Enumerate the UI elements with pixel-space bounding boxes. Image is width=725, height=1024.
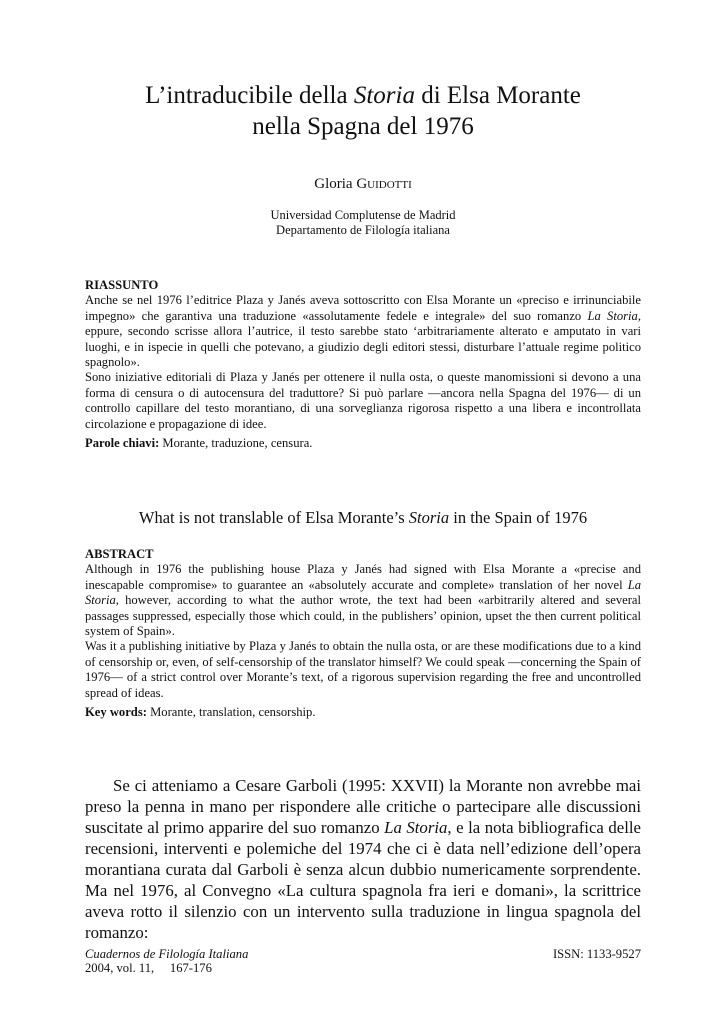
abstract-keywords: Key words: Morante, translation, censorship. <box>85 705 316 720</box>
riassunto-paragraph-2: Sono iniziative editoriali di Plaza y Janés per ottenere il nulla osta, o queste manomissioni si devono a una forma di censura o di autocensura del traduttore? Si può parlare —ancora nella Spagna del 1976— di un controllo capillare del testo morantiano, di una sorveglianza rigorosa rispetto a una libera e incontrollata circolazione e propagazione di idee. <box>85 370 641 431</box>
english-title: What is not translable of Elsa Morante’s Storia in the Spain of 1976 <box>138 508 588 527</box>
abstract-heading: ABSTRACT <box>85 547 154 561</box>
title-line-2: nella Spagna del 1976 <box>252 113 474 140</box>
affiliation: Universidad Complutense de Madrid Departamento de Filología italiana <box>270 208 456 237</box>
riassunto-keywords: Parole chiavi: Morante, traduzione, censura. <box>85 436 313 451</box>
riassunto-paragraph-1: Anche se nel 1976 l’editrice Plaza y Janés aveva sottoscritto con Elsa Morante un «preciso e irrinunciabile impegno» che garantiva una traduzione «assolutamente fedele e integrale» del suo romanzo La Storia, eppure, secondo scrisse allora l’autrice, il testo sarebbe stato ‘arbitrariamente alterato e amputato in vari luoghi, e in ispecie in quelli che potevano, a giudizio degli editori stessi, disturbare l’attuale regime politico spagnolo». <box>85 293 641 370</box>
title-italic: Storia <box>353 82 415 109</box>
journal-volume: 2004, vol. 11, 167-176 <box>85 961 212 975</box>
footer-journal-info <box>85 947 248 975</box>
body-text <box>85 775 641 943</box>
title-line-1: L’intraducibile della Storia di Elsa Morante <box>145 82 581 109</box>
abstract-section <box>85 547 641 720</box>
paper-title <box>85 80 641 142</box>
footer-issn: ISSN: 1133-9527 <box>552 947 641 961</box>
riassunto-heading: RIASSUNTO <box>85 278 159 292</box>
riassunto-section <box>85 278 641 451</box>
author-surname: Guidotti <box>356 176 412 192</box>
abstract-paragraph-1: Although in 1976 the publishing house Plaza y Janés had signed with Elsa Morante a «precise and inescapable compromise» to guarantee an «absolutely accurate and complete» translation of her novel La Storia, however, according to what the author wrote, the text had been «arbitrarily altered and several passages suppressed, especially those which could, in the publishers’ opinion, upset the then current political system of Spain». <box>85 562 641 639</box>
author-name: Gloria Guidotti <box>314 176 412 192</box>
journal-name: Cuadernos de Filología Italiana <box>85 947 249 961</box>
body-paragraph-1: Se ci atteniamo a Cesare Garboli (1995: XXVII) la Morante non avrebbe mai preso la penna in mano per rispondere alle critiche o partecipare alle discussioni suscitate al primo apparire del suo romanzo La Storia, e la nota bibliografica delle recensioni, interventi e polemiche del 1974 che ci è data nell’edizione dell’opera morantiana curata dal Garboli è senza alcun dubbio numericamente sorprendente. Ma nel 1976, al Convegno «La cultura spagnola fra ieri e domani», la scrittrice aveva rotto il silenzio con un intervento sulla traduzione in lingua spagnola del romanzo: <box>85 776 642 942</box>
abstract-paragraph-2: Was it a publishing initiative by Plaza y Janés to obtain the nulla osta, or are these modifications due to a kind of censorship or, even, of self-censorship of the translator himself? We could speak —concerning the Spain of 1976— of a strict control over Morante’s text, of a rigorous supervision regarding the free and uncontrolled spread of ideas. <box>85 639 641 700</box>
